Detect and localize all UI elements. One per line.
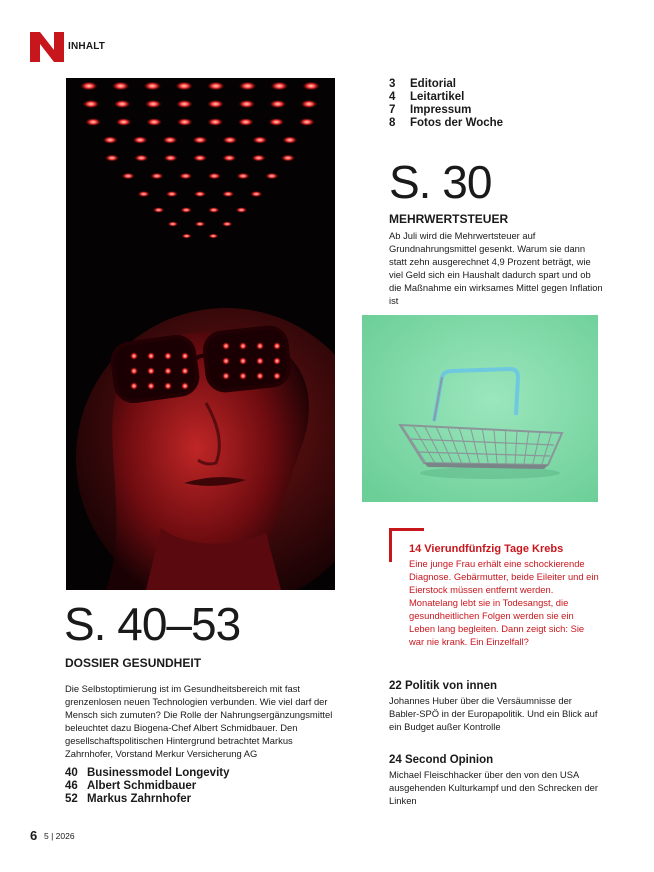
led-portrait-photo: [66, 78, 335, 590]
toc-title: Businessmodel Longevity: [87, 767, 230, 779]
page-number: 6: [30, 828, 38, 843]
toc-page-number: 4: [389, 91, 396, 103]
dossier-page-reference[interactable]: S. 40–53: [64, 598, 241, 650]
dossier-teaser: Die Selbstoptimierung ist im Gesundheitsbereich mit fast grenzenlosen neuen Technologien verbunden. Wie viel darf der Mensch sich zumuten? Die Rolle der Nahrungsergänzungsmittel beleuchtet dazu Biogena-Chef Albert Schmidbauer. Den gesellschaftspolitischen Hintergrund betrachtet Markus Zahrnhofer, Vorstand Merkur Versicherung AG: [65, 683, 333, 759]
politik-teaser: Johannes Huber über die Versäumnisse der Babler-SPÖ in der Europapolitik. Und ein Blick auf ein Budget außer Kontrolle: [389, 695, 598, 732]
toc-page-number: 8: [389, 117, 396, 129]
toc-page-number: 46: [65, 780, 78, 792]
dossier-heading: DOSSIER GESUNDHEIT: [65, 656, 202, 670]
toc-page-number: 7: [389, 104, 396, 116]
mwst-page-reference[interactable]: S. 30: [389, 156, 492, 208]
toc-title: Impressum: [410, 104, 472, 116]
toc-entry[interactable]: [65, 767, 230, 780]
toc-title: Albert Schmidbauer: [87, 780, 197, 792]
toc-entry[interactable]: [389, 91, 503, 104]
toc-dossier: [65, 767, 230, 806]
feature-heading[interactable]: 14 Vierundfünfzig Tage Krebs: [409, 543, 564, 555]
toc-entry[interactable]: [389, 117, 503, 130]
toc-title: Leitartikel: [410, 91, 465, 103]
toc-page-number: 40: [65, 767, 78, 779]
toc-title: Editorial: [410, 78, 457, 90]
mwst-heading: MEHRWERTSTEUER: [389, 212, 509, 226]
politik-heading[interactable]: 22 Politik von innen: [389, 680, 497, 692]
toc-title: Fotos der Woche: [410, 117, 504, 129]
feature-teaser: Eine junge Frau erhält eine schockierende Diagnose. Gebärmutter, beide Eileiter und ein Eierstock müssen entfernt werden. Monatelang lebt sie in Todesangst, die gesundheitlichen Folgen werden sie ein Leben lang begleiten. Dann zeigt sich: Sie war nie krank. Ein Einzelfall?: [409, 558, 599, 647]
issue-number: 5 | 2026: [44, 831, 75, 841]
second-opinion-heading[interactable]: 24 Second Opinion: [389, 754, 494, 766]
second-opinion-teaser: Michael Fleischhacker über den von den USA ausgehenden Kulturkampf und den Schrecken der Linken: [389, 769, 598, 806]
toc-entry[interactable]: [389, 78, 503, 91]
toc-page-number: 3: [389, 78, 396, 90]
toc-entry[interactable]: [65, 780, 230, 793]
toc-title: Markus Zahrnhofer: [87, 793, 192, 805]
magazine-logo-icon: [30, 32, 64, 62]
mwst-teaser: Ab Juli wird die Mehrwertsteuer auf Grundnahrungsmittel gesenkt. Warum sie dann statt zehn ausgerechnet 4,9 Prozent beträgt, wie viel Geld sich ein Haushalt dadurch spart und ob die Maßnahme ein wirksames Mittel gegen Inflation ist: [389, 230, 603, 306]
toc-top: [389, 78, 503, 130]
toc-entry[interactable]: [389, 104, 503, 117]
toc-page-number: 52: [65, 793, 78, 805]
toc-entry[interactable]: [65, 793, 230, 806]
section-label: INHALT: [68, 41, 106, 52]
shopping-basket-photo: [362, 315, 598, 502]
